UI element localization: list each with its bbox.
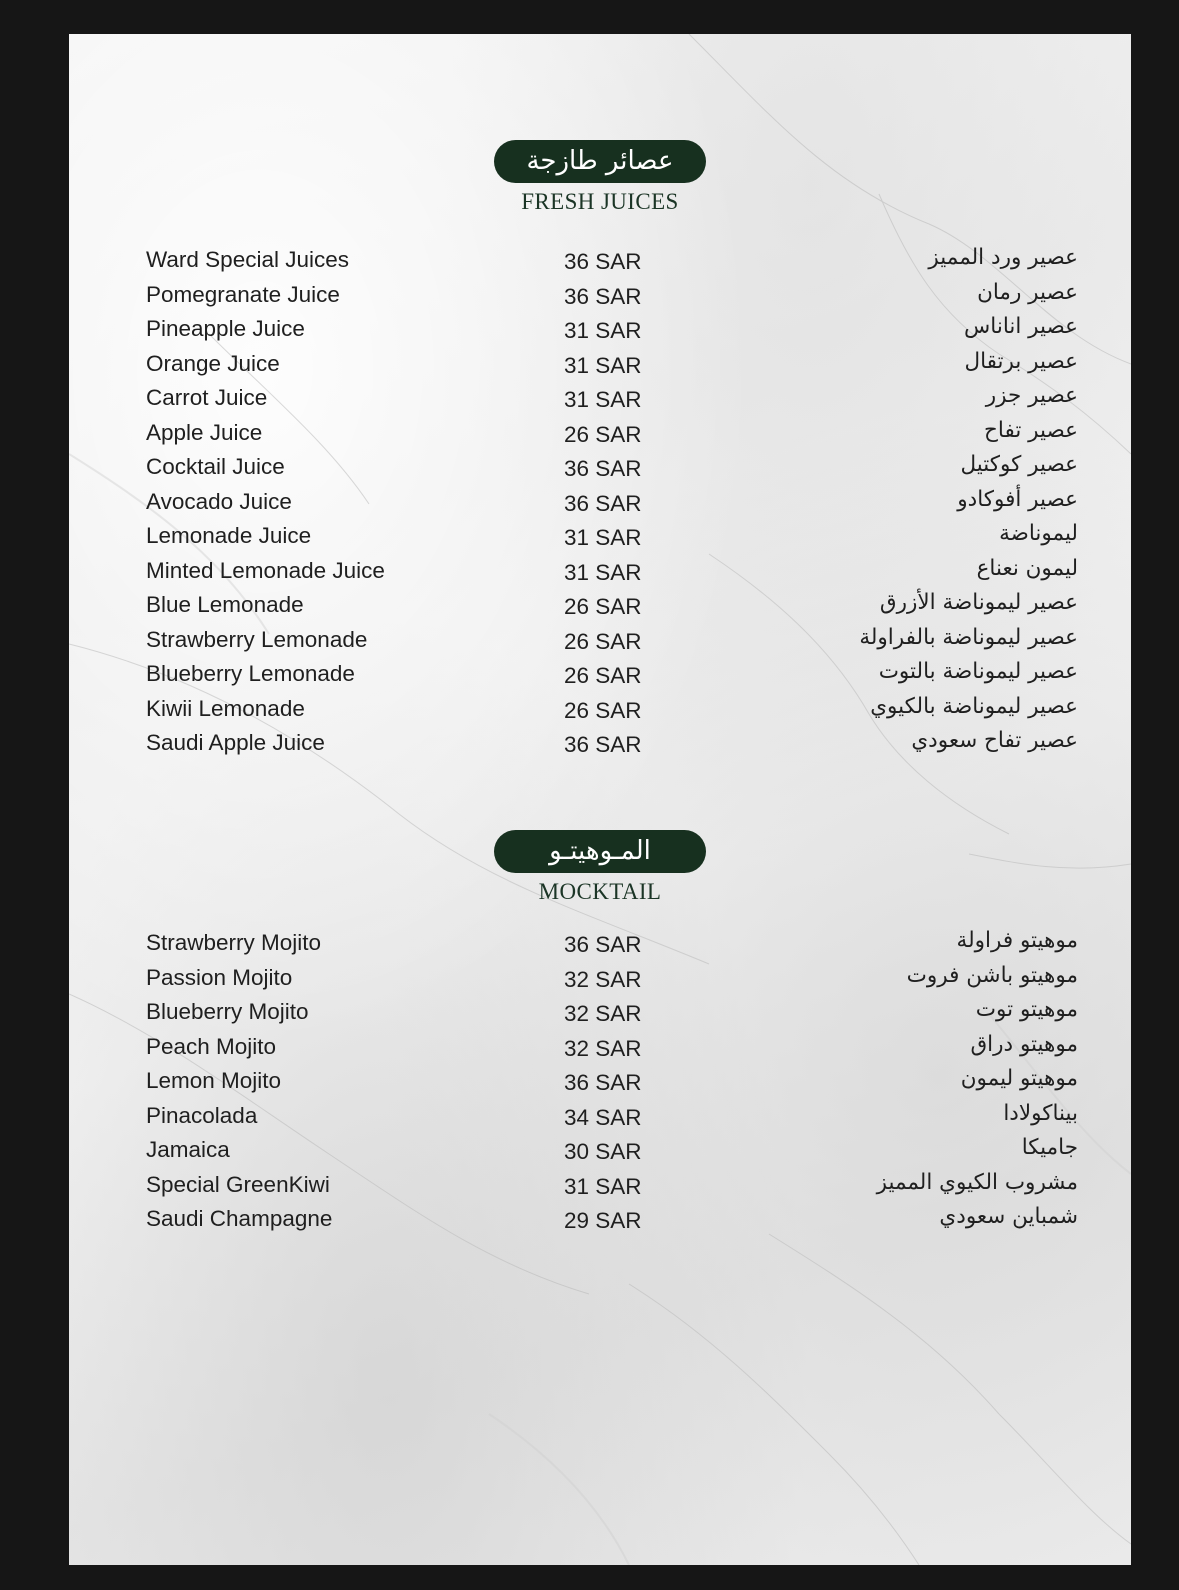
menu-item <box>69 523 1131 558</box>
item-price: 29 SAR <box>564 1208 642 1233</box>
menu-item <box>69 555 1131 593</box>
section-title-arabic: عصائر طازجة <box>494 140 706 183</box>
item-name-en: Lemon Mojito <box>146 1068 282 1093</box>
section-title-english: MOCKTAIL <box>538 879 662 904</box>
menu-item <box>69 486 1131 524</box>
item-name-en: Pomegranate Juice <box>146 281 340 307</box>
item-name-ar: ليموناضة <box>999 521 1078 546</box>
menu-item <box>69 348 1131 386</box>
menu-item <box>69 930 1131 965</box>
item-name-en: Blueberry Lemonade <box>146 661 355 686</box>
item-name-ar: موهيتو توت <box>975 997 1078 1022</box>
item-price: 36 SAR <box>564 1070 642 1095</box>
item-name-ar: عصير تفاح سعودي <box>911 728 1078 753</box>
menu-item <box>69 592 1131 627</box>
item-price: 31 SAR <box>564 352 642 378</box>
item-name-en: Passion Mojito <box>146 964 293 990</box>
item-price: 36 SAR <box>564 490 642 516</box>
menu-item <box>69 962 1131 1000</box>
item-name-ar: ليمون نعناع <box>976 555 1078 581</box>
menu-item <box>69 1100 1131 1138</box>
item-name-ar: عصير ليموناضة بالفراولة <box>859 624 1078 650</box>
mocktail-heading <box>69 830 1131 905</box>
item-name-ar: موهيتو دراق <box>970 1031 1078 1057</box>
menu-item <box>69 316 1131 351</box>
item-name-en: Peach Mojito <box>146 1033 277 1059</box>
item-name-en: Ward Special Juices <box>146 247 349 272</box>
item-price: 36 SAR <box>564 249 642 274</box>
item-name-en: Jamaica <box>146 1137 230 1162</box>
item-price: 31 SAR <box>564 525 642 550</box>
item-name-en: Strawberry Lemonade <box>146 626 368 652</box>
menu-item <box>69 279 1131 317</box>
section-title-english: FRESH JUICES <box>521 189 679 214</box>
item-name-en: Apple Juice <box>146 419 263 445</box>
menu-item <box>69 247 1131 282</box>
item-price: 31 SAR <box>564 559 642 585</box>
item-name-en: Carrot Juice <box>146 385 268 410</box>
item-name-ar: عصير تفاح <box>984 417 1078 443</box>
item-name-en: Avocado Juice <box>146 488 292 514</box>
item-name-en: Blueberry Mojito <box>146 999 309 1024</box>
item-name-en: Cocktail Juice <box>146 454 285 479</box>
item-price: 36 SAR <box>564 283 642 309</box>
item-name-ar: عصير اناناس <box>964 314 1078 339</box>
item-price: 32 SAR <box>564 1035 642 1061</box>
menu-item <box>69 693 1131 731</box>
item-price: 31 SAR <box>564 387 642 412</box>
item-name-ar: جاميكا <box>1021 1135 1078 1160</box>
item-price: 26 SAR <box>564 421 642 447</box>
menu-item <box>69 999 1131 1034</box>
item-name-ar: عصير ورد المميز <box>928 245 1078 270</box>
item-name-ar: عصير رمان <box>977 279 1078 305</box>
item-name-ar: عصير ليموناضة بالتوت <box>878 659 1078 684</box>
item-name-en: Saudi Champagne <box>146 1206 333 1231</box>
item-name-en: Blue Lemonade <box>146 592 304 617</box>
item-name-en: Pineapple Juice <box>146 316 305 341</box>
menu-item <box>69 454 1131 489</box>
item-price: 32 SAR <box>564 966 642 992</box>
menu-item <box>69 1031 1131 1069</box>
item-name-ar: بيناكولادا <box>1003 1100 1078 1126</box>
item-name-ar: عصير أفوكادو <box>957 486 1078 512</box>
item-price: 26 SAR <box>564 663 642 688</box>
item-price: 34 SAR <box>564 1104 642 1130</box>
item-name-en: Strawberry Mojito <box>146 930 322 955</box>
item-name-ar: عصير كوكتيل <box>960 452 1078 477</box>
item-name-ar: شمباين سعودي <box>939 1204 1078 1229</box>
section-title-arabic: المـوهيتـو <box>494 830 706 873</box>
menu-item <box>69 661 1131 696</box>
item-price: 36 SAR <box>564 456 642 481</box>
item-price: 36 SAR <box>564 932 642 957</box>
item-price: 26 SAR <box>564 697 642 723</box>
item-name-en: Pinacolada <box>146 1102 258 1128</box>
item-name-ar: مشروب الكيوي المميز <box>876 1169 1078 1195</box>
item-price: 36 SAR <box>564 732 642 757</box>
item-price: 32 SAR <box>564 1001 642 1026</box>
item-name-ar: عصير برتقال <box>964 348 1078 374</box>
menu-item <box>69 417 1131 455</box>
menu-item <box>69 624 1131 662</box>
item-name-en: Kiwii Lemonade <box>146 695 305 721</box>
menu-item <box>69 1068 1131 1103</box>
item-name-en: Saudi Apple Juice <box>146 730 325 755</box>
item-name-ar: عصير ليموناضة الأزرق <box>879 590 1078 615</box>
item-price: 26 SAR <box>564 628 642 654</box>
menu-item <box>69 1206 1131 1241</box>
mocktail-list <box>69 930 1131 1241</box>
item-name-en: Minted Lemonade Juice <box>146 557 385 583</box>
menu-item <box>69 1169 1131 1207</box>
menu-item <box>69 385 1131 420</box>
item-name-ar: موهيتو باشن فروت <box>906 962 1078 988</box>
item-name-en: Orange Juice <box>146 350 280 376</box>
menu-item <box>69 730 1131 765</box>
menu-page <box>69 34 1131 1565</box>
item-name-ar: موهيتو ليمون <box>960 1066 1078 1091</box>
fresh-juices-list <box>69 247 1131 765</box>
menu-item <box>69 1137 1131 1172</box>
item-price: 31 SAR <box>564 1173 642 1199</box>
item-price: 31 SAR <box>564 318 642 343</box>
fresh-juices-heading <box>69 140 1131 215</box>
item-name-ar: موهيتو فراولة <box>956 928 1078 953</box>
item-price: 26 SAR <box>564 594 642 619</box>
item-name-ar: عصير جزر <box>985 383 1078 408</box>
item-price: 30 SAR <box>564 1139 642 1164</box>
item-name-en: Special GreenKiwi <box>146 1171 330 1197</box>
item-name-en: Lemonade Juice <box>146 523 312 548</box>
item-name-ar: عصير ليموناضة بالكيوي <box>870 693 1078 719</box>
